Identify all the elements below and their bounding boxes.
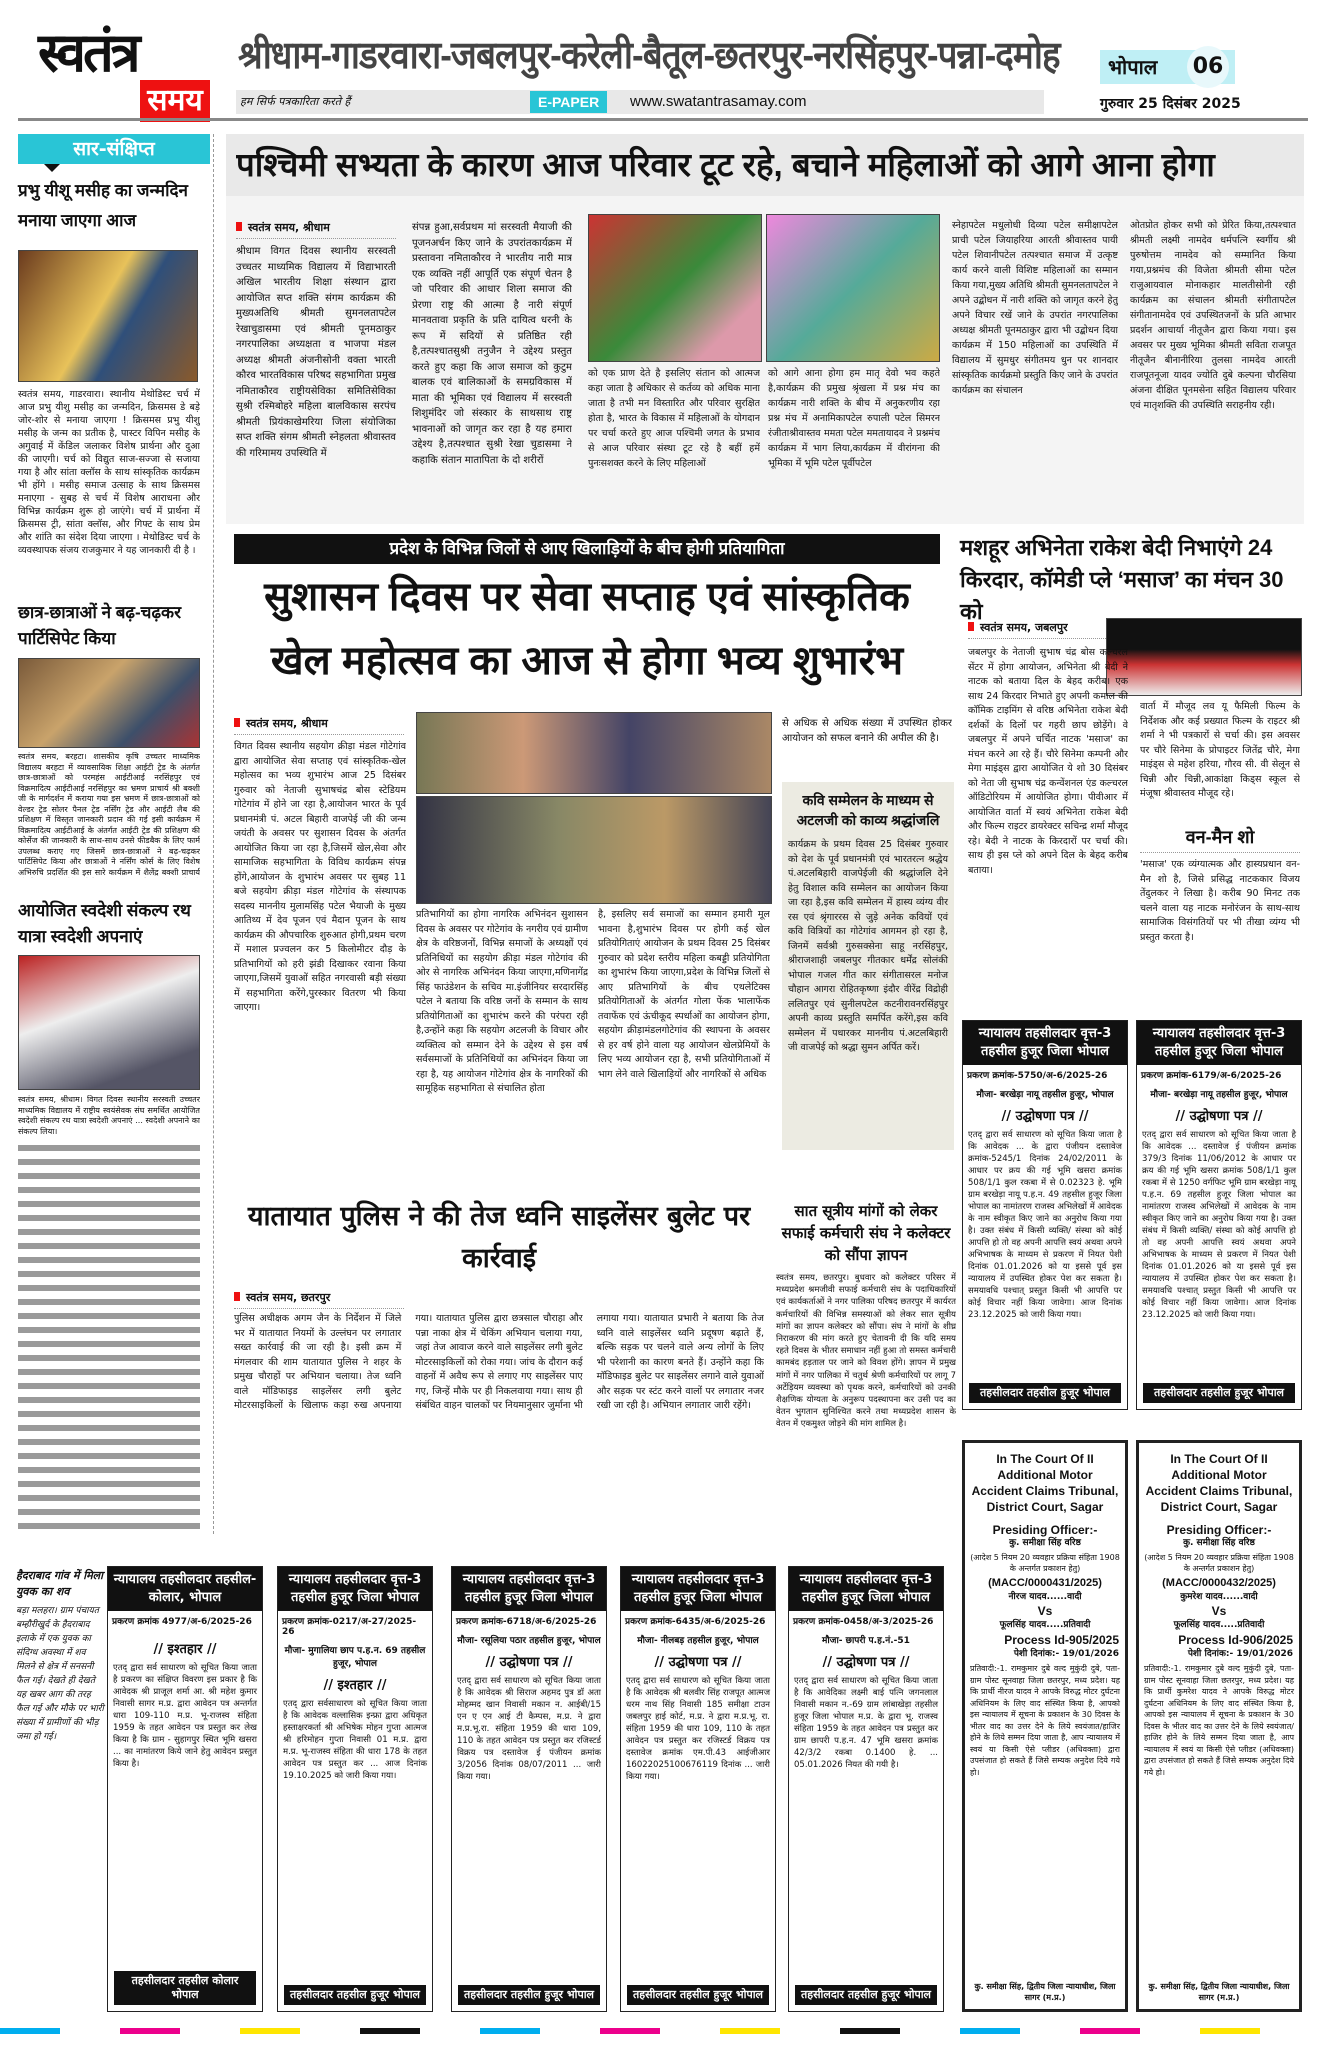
legal-notice (788, 1566, 944, 2012)
kavi-box (782, 782, 954, 1150)
legal-notice (277, 1566, 433, 2012)
website-link[interactable]: www.swatantrasamay.com (630, 93, 807, 110)
event-image-2 (766, 214, 940, 362)
column-divider (213, 134, 214, 1534)
court-notice (962, 1440, 1128, 2012)
order-rule: (आदेश 5 नियम 20 व्यवहार प्रक्रिया संहिता 1908 के अन्तर्गत प्रकाशन हेतु) (1144, 1553, 1294, 1573)
notice-signature: तहसीलदार तहसील हुजूर भोपाल (795, 1985, 937, 2005)
notice-signature: तहसीलदार तहसील हुजूर भोपाल (284, 1985, 426, 2005)
notice-village: मौजा- छापरी प.ह.नं.-51 (822, 1636, 910, 1646)
event-image-4 (416, 796, 772, 904)
notice-title: // उद्घोषणा पत्र // (654, 1655, 742, 1670)
masthead-divider (18, 118, 1308, 121)
event-image-3 (416, 712, 772, 794)
notice-case-number: प्रकरण क्रमांक-6179/अ-6/2025-26 (1141, 1071, 1282, 1081)
sidebar-title: सार-संक्षिप्त (18, 134, 210, 164)
bedi-col1: जबलपुर के नेताजी सुभाष चंद्र बोस कल्चरल सेंटर में होगा आयोजन, अभिनेता श्री बेदी ने नाटक को बताया दिल के बेहद करीब। एक साथ 24 किरदार निभाते हुए अपनी कमाल की कॉमिक टाइमिंग से वरिष्ठ अभिनेता राकेश बेदी दर्शकों के दिलों पर गहरी छाप छोड़ेंगे। वे जबलपुर में अपने चर्चित नाटक 'मसाज' का मंचन करने आ रहे हैं। चौरे सिनेमा कम्पनी और मेगा माइंड्स द्वारा आयोजित ये शो 30 दिसंबर को नेता जी सुभाष चंद्र कन्वेंशनल एंड कल्चरल ऑडिटोरियम में आयोजित होगा। पीवीआर में आयोजित वार्ता में स्वयं अभिनेता राकेश बेदी और फिल्म राइटर डायरेक्टर सचिन्द्र शर्मा मौजूद रहे। बेदी ने नाटक के किरदारों पर चर्चा की। साथ ही इस प्ले को अपने दिल के बेहद करीब बताया। (968, 647, 1128, 876)
byline: स्वतंत्र समय, जबलपुर (968, 620, 1118, 639)
notice-court: न्यायालय तहसीलदार वृत्त-3 तहसील हुजूर जिला भोपाल (452, 1567, 606, 1611)
notice-title: // उद्घोषणा पत्र // (1001, 1109, 1089, 1124)
story-headline: प्रभु यीशू मसीह का जन्मदिन मनाया जाएगा आज (18, 181, 188, 230)
bedi-subhead: वन-मैन शो (1140, 822, 1300, 853)
logo-samay: समय (140, 80, 210, 122)
notice-case-number: प्रकरण क्रमांक 4977/अ-6/2025-26 (112, 1617, 252, 1627)
court-heading: In The Court Of II Additional Motor Accident Claims Tribunal, District Court, Sagar (971, 1452, 1119, 1514)
notice-court: न्यायालय तहसीलदार तहसील-कोलार, भोपाल (108, 1567, 262, 1611)
notice-case-number: प्रकरण क्रमांक-0217/अ-27/2025-26 (282, 1617, 417, 1637)
notice-signature: तहसीलदार तहसील कोलार भोपाल (114, 1971, 256, 2005)
notice-body: एतद् द्वारा सर्व साधारण को सूचित किया जाता है कि आवेदक ... के द्वारा पंजीयन दस्तावेज क्रमांक-5245/1 दिनांक 24/02/2011 के आधार पर क्रय की गई भूमि खसरा क्रमांक 508/1/1 कुल रकबा में से 0.02323 हे. भूमि ग्राम बरखेड़ा नायू प.ह.न. 49 तहसील हुजूर जिला भोपाल का नामांतरण राजस्व अभिलेखों में आवेदक के नाम स्वीकृत किए जाने का अनुरोध किया गया है। उक्त संबंध में किसी व्यक्ति/ संस्था को कोई आपत्ति हो तो वह अपनी आपत्ति स्वयं अथवा अपने अभिभाषक के माध्यम से प्रकरण में नियत पेशी दिनांक 01.01.2026 को या इससे पूर्व इस न्यायालय में उपस्थित होकर पेश कर सकता है। समयावधि पश्चात् प्रस्तुत किसी भी आपत्ति पर कोई विचार नहीं किया जावेगा। आज दिनांक 23.12.2025 को जारी किया गया। (968, 1130, 1122, 1320)
notice-body: एतद् द्वारा सर्वसाधारण को सूचित किया जाता है कि आवेदक वल्लासिक इन्फ्रा द्वारा अधिकृत हस्ताक्षरकर्ता श्री अभिषेक मोहन गुप्ता आत्मज श्री हरिमोहन गुप्ता निवासी 01 म.प्र. द्वारा म.प्र. भू-राजस्व संहिता की धारा 178 के तहत आवेदन पत्र प्रस्तुत कर ... आज दिनांक 19.10.2025 को जारी किया गया। (283, 1699, 427, 1781)
notice-case-number: प्रकरण क्रमांक-0458/अ-3/2025-26 (793, 1617, 934, 1627)
notice-case-number: प्रकरण क्रमांक-6718/अ-6/2025-26 (456, 1617, 597, 1627)
story-body: बड़ा मलहरा। ग्राम पंचायत बम्हौरीखुर्द के हैदराबाद इलाके में एक युवक का संदिग्ध अवस्था में शव मिलने से क्षेत्र में सनसनी फैल गई। देखते ही देखते यह खबर आग की तरह फैल गई और मौके पर भारी संख्या में ग्रामीणों की भीड़ जमा हो गई। (16, 1606, 104, 1742)
hearing-date: पेशी दिनांक:- 19/01/2026 (1187, 1649, 1293, 1659)
story-body: स्वतंत्र समय, गाडरवारा। स्थानीय मेथोडिस्ट चर्च में आज प्रभु यीशु मसीह का जन्मदिन, क्रिसमस डे बड़े जोर-शोर से मनाया जाएगा ! क्रिसमस प्रभु यीशु मसीह के जन्म का प्रतीक है, पास्टर विपिन मसीह के अगुवाई में केंडिल जलाकर विशेष प्रार्थना और दुआ की जाएगी। चर्च को विद्युत साज-सज्जा से सजाया गया है और सांता क्लॉस के साथ सांस्कृतिक कार्यक्रम भी होंगे । मसीह समाज उत्साह के साथ क्रिसमस मनाएगा - सुबह से चर्च में विशेष आराधना और विभिन्न कार्यक्रम शुरू हो जाएंगे। चर्च में प्रार्थना में क्रिसमस ट्री, सांता क्लॉस, और गिफ्ट के साथ प्रेम और शांति का संदेश दिया जाएगा । मेथोडिस्ट चर्च के व्यवस्थापक संजय राजकुमार ने यह जानकारी दी है । (18, 389, 200, 556)
presiding-officer-label: Presiding Officer:- (992, 1523, 1098, 1537)
legal-notice (620, 1566, 776, 2012)
edition-badge (1100, 50, 1235, 84)
process-id: Process Id-906/2025 (1178, 1633, 1293, 1647)
notice-signature: तहसीलदार तहसील हुजूर भोपाल (458, 1985, 600, 2005)
legal-notice (451, 1566, 607, 2012)
second-col2: प्रतिभागियों का होगा नागरिक अभिनंदन सुशासन दिवस के अवसर पर गोटेगांव के नगरीय एवं ग्रामीण क्षेत्र के वरिष्ठजनों, विभिन्न समाजों के अध्यक्षों एवं प्रतिनिधियों का सहयोग क्रीड़ा मंडल गोटेगांव की ओर से नागरिक अभिनंदन किया जाएगा,मणिनागेंद्र सिंह फाउंडेशन के सचिव मा.इंजीनियर सरदारसिंह पटेल ने बताया कि वरिष्ठ जनों के सम्मान के साथ प्रतियोगिताओं का शुभारंभ करने की परंपरा रही है,उन्होंने कहा कि सहयोग अटलजी के विचार और व्यक्तित्व को सम्मान देने के उद्देश्य से इस वर्ष सर्वसमाजों के प्रतिनिधियों का अभिनंदन किया जा रहा है, यह आयोजन गोटेगांव क्षेत्र के नागरिकों की सामूहिक सहभागिता से संचालित होता (416, 909, 588, 1094)
print-registration-bar (0, 2028, 1318, 2034)
lead-col2: संपन्न हुआ,सर्वप्रथम मां सरस्वती मैयाजी की पूजनअर्चन किए जाने के उपरांतकार्यक्रम में प्रस्तावना नमिताकौरव ने भारतीय नारी मात्र एक व्यक्ति नहीं आपूर्ति एक संपूर्ण चेतन है जो परिवार की आधार शिला समाज की प्रेरणा राष्ट्र की आत्मा है नारी संपूर्ण मानवतावा प्रकृति के प्रति दायित्व धरनी के रूप में सदियों से प्रतिष्ठित रही है,तत्पश्चातसुश्री तनुजैन ने उद्देश्य प्रस्तुत करते हुए कहा कि आज समाज को कुटुम बालक एवं बालिकाओं के समग्रविकास में माता की भूमिका एवं विद्यालय में सरस्वती शिशुमंदिर जो संस्कार के साथसाथ राष्ट्र भावनाओं को जागृत कर रहा है यह हमारा उद्देश्य है,तत्पश्चात सुश्री रेखा चुडासमा ने कहाकि संतान मातापिता के दो शरीरों (412, 222, 572, 466)
story-body: स्वतंत्र समय, बरहटा। शासकीय कृषि उच्चतर माध्यमिक विद्यालय बरहटा में व्यावसायिक शिक्षा आईटी ट्रेड के अंतर्गत छात्र-छात्राओं को परमहंस आईटीआई नरसिंहपुर एवं विक्रमादित्य आईटीआई नरसिंहपुर का भ्रमण प्राचार्य श्री बक्शी जी के मार्गदर्शन में कराया गया इस भ्रमण में छात्र-छात्राओं को वेल्डर ट्रेड सोलर पैनल ट्रेड नर्सिंग ट्रेड और आईटी लैब की प्रशिक्षण में विस्तृत जानकारी प्रदान की गई इसी कार्यक्रम में विक्रमादित्य आईटीआई के अंतर्गत आईटी ट्रेड की प्रशिक्षण की कोर्सेज की जानकारी के साथ-साथ उनसे फीडबैक के लिए फार्म उपलब्ध कराए गए जिसमें छात्र-छात्राओं ने बढ़-चढ़कर पार्टिसिपेट किया और छात्राओं ने नर्सिंग कोर्स के लिए विशेष अभिरुचि प्रदर्शित की इस सारे कार्यक्रम में शैलेंद्र बक्शी प्राचार्य (18, 752, 200, 877)
notice-court: न्यायालय तहसीलदार वृत्त-3 तहसील हुजूर जिला भोपाल (789, 1567, 943, 1611)
epaper-label[interactable]: E-PAPER (530, 91, 607, 113)
versus: Vs (1211, 1604, 1227, 1618)
bedi-col3: 'मसाज' एक व्यंग्यात्मक और हास्यप्रधान वन-मैन शो है, जिसे प्रसिद्ध नाटककार विजय तेंदुलकर ने लिखा है। करीब 90 मिनट तक चलने वाला यह नाटक मनोरंजन के साथ-साथ सामाजिक विसंगतियों पर भी तीखा व्यंग्य भी प्रस्तुत करता है। (1140, 859, 1300, 943)
versus: Vs (1037, 1604, 1053, 1618)
lead-col3: को एक प्राण देते है इसलिए संतान को आत्मज कहा जाता है अधिकार से कर्तव्य को अधिक माना जाता है तभी मन विस्तारित और परिवार सुरक्षित होता है, भारत के विकास में महिलाओं के योगदान पर चर्चा करते हुए आज पश्चिमी जगत के प्रभाव से आज परिवार संस्था टूट रहे है बहीं हमें पुनःसशक्त करने के लिए महिलाओं (588, 368, 760, 469)
lead-headline: पश्चिमी सभ्यता के कारण आज परिवार टूट रहे, बचाने महिलाओं को आगे आना होगा (236, 146, 1215, 183)
notice-case-number: प्रकरण क्रमांक-6435/अ-6/2025-26 (625, 1617, 766, 1627)
pointer-icon (44, 164, 60, 172)
defendant: फूलसिंह यादव.....प्रतिवादी (999, 1620, 1091, 1630)
notice-signature: तहसीलदार तहसील हुजूर भोपाल (969, 1383, 1121, 1403)
notice-title: // उद्घोषणा पत्र // (485, 1655, 573, 1670)
presiding-officer: कु. समीक्षा सिंह वरिष्ठ (1183, 1538, 1255, 1548)
notice-court: न्यायालय तहसीलदार वृत्त-3 तहसील हुजूर जिला भोपाल (278, 1567, 432, 1611)
nativity-image (18, 250, 198, 382)
kavi-headline: कवि सम्मेलन के माध्यम से अटलजी को काव्य श्रद्धांजलि (796, 792, 940, 828)
safai-headline: सात सूत्रीय मांगों को लेकर सफाई कर्मचारी संघ ने कलेक्टर को सौंपा ज्ञापन (781, 1202, 951, 1264)
notice-title: // उद्घोषणा पत्र // (1175, 1109, 1263, 1124)
lead-col6: ओतप्रोत होकर सभी को प्रेरित किया,तत्पश्चात श्रीमती लक्ष्मी नामदेव धर्मपत्नि स्वर्गीय श्री पुरुषोत्तम नामदेव को सम्मानित किया गया,प्रश्नमंच की विजेता श्रीमती सीमा पटेल राजुआयवाल मोनाकहार मालतीसोनी रही कार्यक्रम का संचालन श्रीमती संगीतापटेल संगीतानामदेव एवं उपस्थितजनों के प्रति आभार प्रदर्शन आचार्या नीतूजैन द्वारा किया गया। इस अवसर पर मुख्य भूमिका श्रीमती सविता राजपूत नीतूजैन बीनानीरिया तुलसा नामदेव आरती राजपूतनूजा यादव ज्योति दुबे कल्पना चौरसिया अंजना दीक्षित पूनमसेना सहित विद्यालय परिवार एवं मातृशक्ति की उपस्थिति सराहनीय रही। (1130, 220, 1296, 411)
plaintiff: कुमरेश यादव......वादी (1180, 1592, 1258, 1602)
notice-body: प्रतिवादी:-1. रामकुमार दुबे वल्द मुकुंदी दुबे, पता-ग्राम पोस्ट सूनवाहा जिला छतरपुर, मध्य प्रदेश। यह कि प्रार्थी कुमरेश यादव ने आपके विरुद्ध मोटर दुर्घटना अधिनियम के लिए वाद संस्थित किया है, आपको इस न्यायालय में सूचना के प्रकाशन के 30 दिवस के भीतर वाद का उत्तर देने के लिये स्वयंजात/हाजिर होने के लिये सम्मन दिया जाता है, आप न्यायालय में स्वयं या किसी ऐसे प्लीडर (अधिवक्ता) द्वारा उपसंजात हो सकते हैं जिसे सम्यक अनुदेश दिये गये हो। (1144, 1664, 1294, 1777)
story-headline: छात्र-छात्राओं ने बढ़-चढ़कर पार्टिसिपेट किया (18, 603, 182, 648)
notice-body: प्रतिवादी:-1. रामकुमार दुबे वल्द मुकुंदी दुबे, पता-ग्राम पोस्ट सूनवाहा जिला छतरपुर, मध्य प्रदेश। यह कि प्रार्थी नीरज यादव ने आपके विरुद्ध मोटर दुर्घटना अधिनियम के लिए वाद संस्थित किया है, आपको इस न्यायालय में सूचना के प्रकाशन के 30 दिवस के भीतर वाद का उत्तर देने के लिये स्वयंजात/हाजिर होने के लिये सम्मन दिया जाता है, आप न्यायालय में स्वयं या किसी ऐसे प्लीडर (अधिवक्ता) द्वारा उपसंजात हो सकते हैं जिसे सम्यक अनुदेश दिये गये हो। (970, 1664, 1120, 1777)
press-conference-image (1106, 618, 1302, 696)
notice-title: // इश्तहार // (323, 1678, 387, 1693)
lead-col4: को आगे आना होगा हम मातृ देवो भव कहते है,कार्यक्रम की प्रमुख श्रृंखला में प्रश्न मंच का कार्यक्रम नारी शक्ति के बीच में अनुकरणीय रहा प्रश्न मंच में अनामिकापटेल रुपाली पटेल सिमरन रंजीताश्रीवास्तव ममता पटेल ममतायादव ने प्रश्नमंच कार्यक्रम में भाग लिया,कार्यक्रम में वीरांगना की भूमिका में भूमि पटेल पूर्वीपटेल (768, 368, 940, 469)
lead-col1: श्रीधाम विगत दिवस स्थानीय सरस्वती उच्चतर माध्यमिक विद्यालय में विद्याभारती अखिल भारतीय शिक्षा संस्थान द्वारा आयोजित सप्त शक्ति संगम कार्यक्रम की मुख्यअतिथि श्रीमती सुमनलतापटेल रेखाचुडासमा एवं श्रीमती पूनमठाकुर नगरपालिका अध्यक्षता व भाजपा मंडल अध्यक्ष श्रीमती अंजनीसोनी वक्ता भारती कौरव भारतविकास परिषद सहभागिता प्रमुख नमिताकौरव राष्ट्रीयसेविका समितिसेविका सुश्री रश्मिबोहरे महिला बालविकास सरपंच श्रीमती प्रियंकाखेमरिया जिला संयोजिका सप्त शक्ति संगम श्रीमती स्नेहलता श्रीवास्तव की गरिमामय उपस्थिति में (236, 246, 396, 459)
bedi-col2: वार्ता में मौजूद लव यू फैमिली फिल्म के निर्देशक और कई प्रख्यात फिल्म के राइटर श्री शर्मा ने भी पत्रकारों से चर्चा की। इस अवसर पर चौरे सिनेमा के प्रोपाइटर जितेंद्र चौरे, मेगा माइंड्स से महेश हरिया, गौरव सी. वी सेलून से चिन्नी और चिन्नी,आकांक्षा किड्स स्कूल से मंजूषा श्रीवास्तव मौजूद रहे। (1140, 701, 1300, 799)
second-col1: विगत दिवस स्थानीय सहयोग क्रीड़ा मंडल गोटेगांव द्वारा आयोजित सेवा सप्ताह एवं सांस्कृतिक-खेल महोत्सव का भव्य शुभारंभ आज 25 दिसंबर गुरुवार को नेताजी सुभाषचंद्र बोस स्टेडियम गोटेगांव में होने जा रहा है,आयोजन भारत के पूर्व प्रधानमंत्री पं. अटल बिहारी वाजपेई जी की जन्म जयंती के अवसर पर सुशासन दिवस के अंतर्गत आयोजित किया जा रहा है,जिसमें खेल,सेवा और सामाजिक सहभागिता के विविध कार्यक्रम संपन्न होंगे,आयोजन के शुभारंभ अवसर पर सुबह 11 बजे सहयोग क्रीड़ा मंडल गोटेगांव के संस्थापक सदस्य माननीय मुलामसिंह पटेल भैयाजी के मुख्य आतिथ्य में देव पूजन एवं मैदान पूजन के साथ कार्यक्रम की औपचारिक शुरुआत होगी,प्रथम चरण में मशाल प्रज्वलन कर 5 किलोमीटर दौड़ के प्रतिभागियों को हरी झंडी दिखाकर रवाना किया जाएगा,जिसमें युवाओं सहित नगरवासी बड़ी संख्या में सहभागिता करेंगे,पुरस्कार वितरण भी किया जाएगा। (234, 741, 406, 1013)
order-rule: (आदेश 5 नियम 20 व्यवहार प्रक्रिया संहिता 1908 के अन्तर्गत प्रकाशन हेतु) (970, 1553, 1120, 1573)
notice-court: न्यायालय तहसीलदार वृत्त-3 तहसील हुजूर जिला भोपाल (1137, 1021, 1301, 1065)
hearing-date: पेशी दिनांक:- 19/01/2026 (1013, 1649, 1119, 1659)
byline: स्वतंत्र समय, छतरपुर (234, 1290, 404, 1309)
notice-case-number: प्रकरण क्रमांक-5750/अ-6/2025-26 (967, 1071, 1108, 1081)
safai-body: स्वतंत्र समय, छतरपुर। बुधवार को कलेक्टर परिसर में मध्यप्रदेश श्रमजीवी सफाई कर्मचारी संघ के पदाधिकारियों एवं कार्यकर्ताओं ने नगर पालिका परिषद छतरपुर में कार्यरत कर्मचारियों की विभिन्न समस्याओं को लेकर सात सूत्रीय मांगों का ज्ञापन कलेक्टर को सौंपा। संघ ने मांगों के शीघ्र निराकरण की मांग करते हुए चेतावनी दी कि यदि समय रहते दिवस के भीतर समाधान नहीं हुआ तो समस्त कर्मचारी कामबंद हड़ताल पर जाने को विवश होंगे। ज्ञापन में प्रमुख मांगों में नगर पालिका में चतुर्थ श्रेणी कर्मचारियों पर लागू 7 अर्टेड़ियम व्यवस्था को पृथक करने, कर्मचारियों को उनकी शैक्षणिक योग्यता के अनुरूप पदस्थापना कर उसी पद का वेतन भुगतान सुनिश्चित करने तथा मध्यप्रदेश शासन के वेतन में एकमुश्त जोड़ने की मांग शामिल है। (776, 1273, 956, 1430)
judge-signature: कु. समीक्षा सिंह, द्वितीय जिला न्यायाधीश, जिला सागर (म.प्र.) (974, 1982, 1116, 2002)
students-image (18, 658, 200, 748)
notice-village: मौजा- बरखेड़ा नायू तहसील हुजूर, भोपाल (1150, 1090, 1288, 1100)
notice-village: मौजा- मुगालिया छाप प.ह.न. 69 तहसील हुजूर, भोपाल (284, 1646, 426, 1669)
event-image-1 (588, 214, 762, 362)
second-headline-1: सुशासन दिवस पर सेवा सप्ताह एवं सांस्कृतिक (264, 575, 910, 619)
second-col4: से अधिक से अधिक संख्या में उपस्थित होकर आयोजन को सफल बनाने की अपील की है। (782, 718, 952, 744)
notice-village: मौजा- रसूलिया पठार तहसील हुजूर, भोपाल (457, 1636, 601, 1646)
page-number: 06 (1187, 46, 1229, 88)
defendant: फूलसिंह यादव.....प्रतिवादी (1173, 1620, 1265, 1630)
text-placeholder (18, 1141, 200, 1535)
process-id: Process Id-905/2025 (1004, 1633, 1119, 1647)
edition-name: भोपाल (1108, 55, 1158, 79)
case-number: (MACC/0000432/2025) (1162, 1577, 1276, 1589)
notice-court: न्यायालय तहसीलदार वृत्त-3 तहसील हुजूर जिला भोपाल (963, 1021, 1127, 1065)
notice-title: // इश्तहार // (153, 1642, 217, 1657)
notice-body: एतद् द्वारा सर्व साधारण को सूचित किया जाता है कि आवेदक श्री बलवीर सिंह राजपूत आत्मज धरम नाथ सिंह निवासी 185 समीक्षा टाउन जबलपुर हाई कोर्ट, म.प्र. ने द्वारा म.प्र.भू. रा. संहिता 1959 की धारा 109, 110 के तहत आवेदन पत्र प्रस्तुत कर रजिस्टर्ड विक्रय पत्र दस्तावेज क्रमांक एम.पी.43 आईजीआर 16022025100676119 दिनांक ... जारी किया गया। (626, 1676, 770, 1782)
story-body-text: स्वतंत्र समय, श्रीधाम। विगत दिवस स्थानीय सरस्वती उच्चतर माध्यमिक विद्यालय में राष्ट्रीय स्वयंसेवक संघ समर्थित आयोजित स्वदेशी संकल्प रथ यात्रा स्वदेशी अपनाएं ... स्वदेशी अपनाने का संकल्प लिया। (18, 1095, 200, 1136)
notice-village: मौजा- नीलबड़ तहसील हुजूर, भोपाल (637, 1636, 759, 1646)
second-kicker: प्रदेश के विभिन्न जिलों से आए खिलाड़ियों के बीच होगी प्रतियागिता (234, 534, 940, 564)
logo-swatantra: स्वतंत्र (38, 20, 138, 84)
lead-col5: स्नेहापटेल मधुलोधी दिव्या पटेल समीक्षापटेल प्राची पटेल जियाहरिया आरती श्रीवास्तव पायी पटेल शिवानीपटेल तत्पश्चात समाज में उत्कृष्ट कार्य करने वाली विशिष्ट महिलाओं का सम्मान किया गया,मुख्य अतिथि श्रीमती सुमनलतापटेल ने अपने उद्बोधन में नारी शक्ति को जागृत करने हेतु अपने विचार रखें जाने के उपरांत नगरपालिका अध्यक्ष श्रीमती पूनमठाकुर द्वारा भी उद्बोधन दिया कार्यक्रम में 150 महिलाओं का उपस्थिति में विद्यालय में सुमधुर संगीतमय धुन पर शानदार सांस्कृतिक कार्यक्रमो प्रस्तुति किए जाने के उपरांत कार्यक्रम का संचालन (952, 220, 1118, 396)
tagline: हम सिर्फ पत्रकारिता करते हैं (240, 95, 351, 108)
notice-body: एतद् द्वारा सर्व साधारण को सूचित किया जाता है प्रकरण का संक्षिप्त विवरण इस प्रकार है कि आवेदक श्री प्राजूल शर्मा आ. श्री महेश कुमार निवासी सागर म.प्र. द्वारा आवेदन पत्र अन्तर्गत धारा 109-110 म.प्र. भू-राजस्व संहिता 1959 के तहत आवेदन पत्र प्रस्तुत कर लेख किया है कि ग्राम - सुहागपुर स्थित भूमि खसरा ... का नामांतरण किये जाने हेतु आवेदन प्रस्तुत किया है। (113, 1663, 257, 1769)
legal-notice (1136, 1020, 1302, 1410)
notice-body: एतद् द्वारा सर्व साधारण को सूचित किया जाता है कि आवेदिका लक्ष्मी बाई पत्नि जगनलाल निवासी मकान न.-69 ग्राम लांबाखेड़ा तहसील हुजूर जिला भोपाल म.प्र. के द्वारा भू. राजस्व संहिता 1959 के तहत आवेदन पत्र प्रस्तुत कर ग्राम छापरी प.ह.न. 47 भूमि खसरा क्रमांक 42/3/2 रकबा 0.1400 हे. ... 05.01.2026 नियत की गयी है। (794, 1676, 938, 1770)
byline: स्वतंत्र समय, श्रीधाम (236, 220, 396, 239)
notice-body: एतद् द्वारा सर्व साधारण को सूचित किया जाता है कि आवेदक ... दस्तावेज ई पंजीयन क्रमांक 379/3 दिनांक 11/06/2012 के आधार पर क्रय की गई भूमि खसरा क्रमांक 508/1/1 कुल रकबा में से 1250 वर्गफिट भूमि ग्राम बरखेड़ा नायू प.ह.न. 69 तहसील हुजूर जिला भोपाल का नामांतरण राजस्व अभिलेखों में आवेदक के नाम स्वीकृत किए जाने का अनुरोध किया गया है। उक्त संबंध में किसी व्यक्ति/ संस्था को कोई आपत्ति हो तो वह अपनी आपत्ति स्वयं अथवा अपने अभिभाषक के माध्यम से प्रकरण में नियत पेशी दिनांक 01.01.2026 को या इससे पूर्व इस न्यायालय में उपस्थित होकर पेश कर सकता है। समयावधि पश्चात् प्रस्तुत किसी भी आपत्ति पर कोई विचार नहीं किया जावेगा। आज दिनांक 23.12.2025 को जारी किया गया। (1142, 1130, 1296, 1320)
notice-signature: तहसीलदार तहसील हुजूर भोपाल (1143, 1383, 1295, 1403)
notice-court: न्यायालय तहसीलदार वृत्त-3 तहसील हुजूर जिला भोपाल (621, 1567, 775, 1611)
plaintiff: नीरज यादव......वादी (1008, 1592, 1082, 1602)
notice-body: एतद् द्वारा सर्व साधारण को सूचित किया जाता है कि आवेदक श्री सिराज अहमद पुत्र डॉ अता मोहम्मद खान निवासी मकान न. आईबी/15 एन ए एन आई टी कैम्पस, म.प्र. ने द्वारा म.प्र.भू.रा. संहिता 1959 की धारा 109, 110 के तहत आवेदन पत्र प्रस्तुत कर रजिस्टर्ड विक्रय पत्र दस्तावेज ई पंजीयन क्रमांक 3/2056 दिनांक 08/07/2011 ... जारी किया गया। (457, 1676, 601, 1782)
second-col3: है, इसलिए सर्व समाजों का सम्मान हमारी मूल भावना है,शुभारंभ दिवस पर होगी कई खेल प्रतियोगिताएं आयोजन के प्रथम दिवस 25 दिसंबर गुरुवार को प्रदेश स्तरीय महिला कबड्डी प्रतियोगिता का शुभारंभ किया जाएगा,प्रदेश के विभिन्न जिलों से आए प्रतिभागियों के बीच एथलेटिक्स प्रतियोगिताओं के अंतर्गत गोला फेंक भालाफेंक तवाफेंक एवं ऊंचीकूद स्पर्धाओं का आयोजन होगा, सहयोग क्रीड़ामंडलगोटेगांव की स्थापना के अवसर से हर वर्ष होने वाला यह आयोजन खेलप्रेमियों के लिए भव्य आयोजन रहा है, सभी प्रतियोगिताओं में भाग लेने वाले खिलाड़ियों और नागरिकों से अधिक (598, 909, 770, 1080)
legal-notice (107, 1566, 263, 2012)
kavi-body: कार्यक्रम के प्रथम दिवस 25 दिसंबर गुरुवार को देश के पूर्व प्रधानमंत्री एवं भारतरत्न श्रद्धेय पं.अटलबिहारी वाजपेईजी की श्रद्धांजलि देने हेतु विशाल कवि सम्मेलन का आयोजन किया जा रहा है,इस कवि सम्मेलन में हास्य व्यंग्य वीर रस एवं श्रृंगाररस से जुड़े अनेक कवियों एवं कवि वित्रियों का गोटेगांव आगमन हो रहा है, जिनमें सर्वश्री गुरुसक्सेना साहू नरसिंहपुर, श्रीराजशाही जबलपुर गीतकार धर्मेंद्र सोलंकी भोपाल गजल गीत कार संगीतासरल मनोज चौहान आगरा रोहितकृष्णा इंदौर वीरेंद्र विद्रोही ललितपुर एवं सुनीलपटेल कटनीरावनरसिंहपुर अपनी काव्य प्रस्तुति समर्पित करेंगे,इस कवि सम्मेलन में पधारकर माननीय पं.अटलबिहारी जी वाजपेई को श्रद्धा सुमन अर्पित करें। (788, 839, 948, 1053)
bedi-headline: मशहूर अभिनेता राकेश बेदी निभाएंगे 24 किरदार, कॉमेडी प्ले ‘मसाज’ का मंचन 30 को (960, 535, 1284, 624)
notice-title: // उद्घोषणा पत्र // (822, 1655, 910, 1670)
notice-signature: तहसीलदार तहसील हुजूर भोपाल (627, 1985, 769, 2005)
masthead-cities: श्रीधाम-गाडरवारा-जबलपुर-करेली-बैतूल-छतरपुर-नरसिंहपुर-पन्ना-दमोह (238, 35, 1060, 77)
byline: स्वतंत्र समय, श्रीधाम (234, 716, 404, 735)
judge-signature: कु. समीक्षा सिंह, द्वितीय जिला न्यायाधीश, जिला सागर (म.प्र.) (1148, 1982, 1290, 2002)
court-notice (1136, 1440, 1302, 2012)
traffic-headline: यातायात पुलिस ने की तेज ध्वनि साइलेंसर बुलेट पर कार्रवाई (247, 1201, 751, 1274)
rally-image (18, 955, 200, 1090)
legal-notice (962, 1020, 1128, 1410)
court-heading: In The Court Of II Additional Motor Accident Claims Tribunal, District Court, Sagar (1145, 1452, 1293, 1514)
story-headline: आयोजित स्वदेशी संकल्प रथ यात्रा स्वदेशी अपनाएं (18, 901, 191, 946)
traffic-body: पुलिस अधीक्षक अगम जैन के निर्देशन में जिले भर में यातायात नियमों के उल्लंघन पर लगातार सख्त कार्रवाई की जा रही है। इसी क्रम में मंगलवार की शाम यातायात पुलिस ने शहर के प्रमुख चौराहों पर अभियान चलाया। तेज ध्वनि वाले मॉडिफाइड साइलेंसर लगी बुलेट मोटरसाइकिलों के खिलाफ कड़ा रुख अपनाया गया। यातायात पुलिस द्वारा छत्रसाल चौराहा और पन्ना नाका क्षेत्र में चेकिंग अभियान चलाया गया, जहां तेज आवाज करने वाले साइलेंसर लगी बुलेट मोटरसाइकिलों को रोका गया। जांच के दौरान कई वाहनों में अवैध रूप से लगाए गए साइलेंसर पाए गए, जिन्हें मौके पर ही निकलवाया गया। साथ ही संबंधित वाहन चालकों पर नियमानुसार जुर्माना भी लगाया गया। यातायात प्रभारी ने बताया कि तेज ध्वनि वाले साइलेंसर ध्वनि प्रदूषण बढ़ाते हैं, बल्कि सड़क पर चलने वाले अन्य लोगों के लिए भी परेशानी का कारण बनते हैं। उन्होंने कहा कि मॉडिफाइड बुलेट पर साइलेंसर लगाने वाले युवाओं और सड़क पर स्टंट करने वालों पर लगातार नजर रखी जा रही है। अभियान लगातार जारी रहेंगे। (234, 1313, 764, 1411)
second-headline-2: खेल महोत्सव का आज से होगा भव्य शुभारंभ (270, 639, 904, 683)
presiding-officer-label: Presiding Officer:- (1166, 1523, 1272, 1537)
story-body (18, 1095, 200, 1535)
notice-village: मौजा- बरखेड़ा नायू तहसील हुजूर, भोपाल (976, 1090, 1114, 1100)
presiding-officer: कु. समीक्षा सिंह वरिष्ठ (1009, 1538, 1081, 1548)
case-number: (MACC/0000431/2025) (988, 1577, 1102, 1589)
story-headline: हैदराबाद गांव में मिला युवक का शव (16, 1569, 103, 1598)
issue-date: गुरुवार 25 दिसंबर 2025 (1100, 96, 1241, 112)
